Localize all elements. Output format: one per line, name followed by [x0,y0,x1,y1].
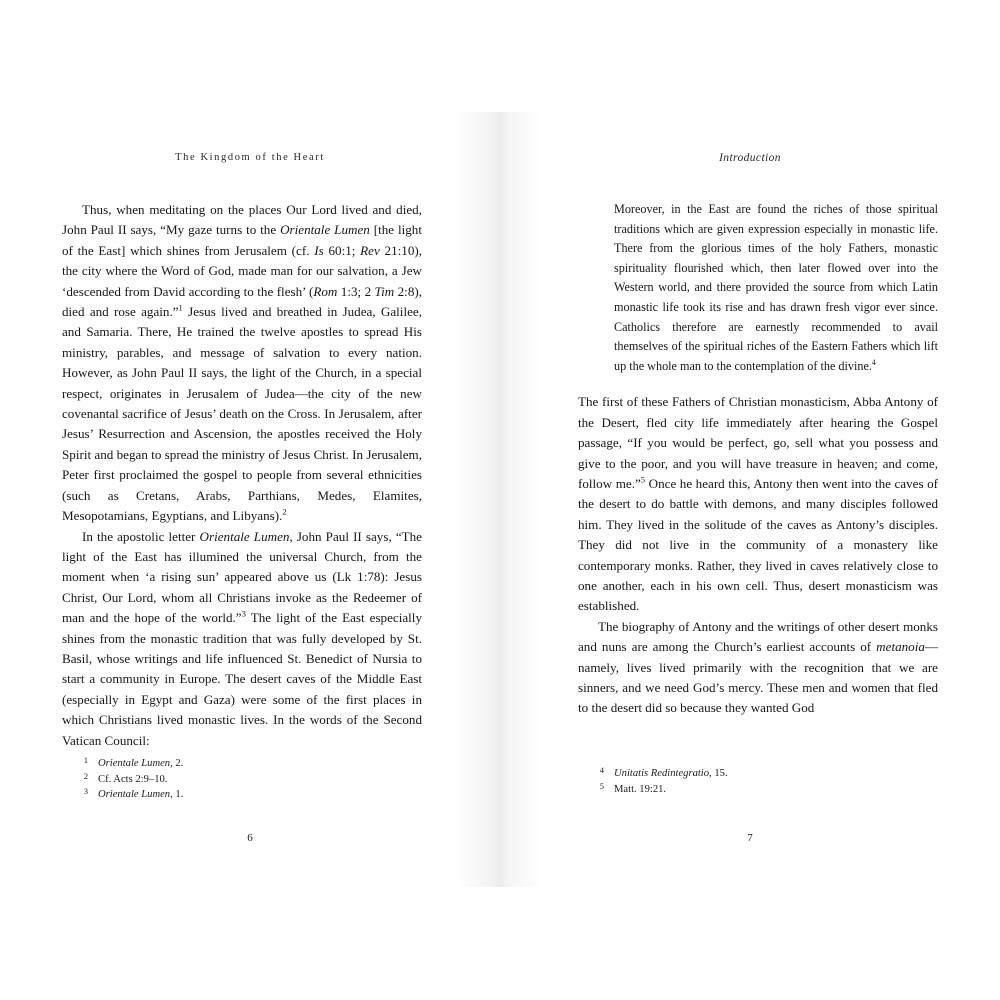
left-footnotes [62,756,422,803]
footnote-text: Orientale Lumen, 2. [98,758,184,769]
footnote-text: Cf. Acts 2:9–10. [98,773,168,785]
right-page-number: 7 [747,832,753,844]
left-page-body [62,200,422,751]
paragraph: The first of these Fathers of Christian monasticism, Abba Antony of the Desert, fled city life immediately after hearing the Gospel passage, “If you would be perfect, go, sell what you possess and give to the poor, and you will have treasure in heaven; and come, follow me.”$^5$ Once he heard this, Antony then went into the caves of the desert to do battle with demons, and many disciples followed him. They lived in the solitude of the caves as Antony’s disciples. They did not live in the community of a monastery like contemporary monks. Rather, they lived in caves relatively close to one another, each in his own cell. Thus, desert monasticism was established. [578,394,938,614]
footnote [62,787,422,803]
footnote-number: 4 [599,765,604,775]
footnote-number: 2 [83,770,88,781]
footnote-number: 3 [83,786,88,797]
footnote [62,756,422,772]
right-page [500,0,1000,1000]
left-running-head: The Kingdom of the Heart [175,152,325,163]
block-quotation [578,200,938,376]
footnote [578,782,938,798]
footnote-text: Orientale Lumen, 1. [98,789,184,801]
right-page-body [578,200,938,719]
left-page-number: 6 [247,832,253,844]
right-footnotes [578,766,938,797]
footnote [578,766,938,782]
quotation-text: Moreover, in the East are found the riches of those spiritual traditions which are given expression especially in monastic life. There from the glorious times of the holy Fathers, monastic spirituality flourished which, then later flowed over into the Western world, and there provided the source from which Latin monastic life took its rise and has drawn fresh vigor ever since. Catholics therefore are earnestly recommended to avail themselves of the spiritual riches of the Eastern Fathers which lift up the whole man to the contemplation of the divine.$^4$ [614,202,938,373]
right-running-head: Introduction [719,152,781,164]
paragraph: The biography of Antony and the writings of other desert monks and nuns are among the Church’s earliest accounts of metanoia—namely, lives lived primarily with the recognition that we are sinners, and we need God’s mercy. These men and women that fled to the desert did so because they wanted God [578,618,938,716]
paragraph: Thus, when meditating on the places Our Lord lived and died, John Paul II says, “My gaze turns to the Orientale Lumen [the light of the East] which shines from Jerusalem (cf. Is 60:1; Rev 21:10), the city where the Word of God, made man for our salvation, a Jew ‘descended from David according to the flesh’ (Rom 1:3; 2 Tim 2:8), died and rose again.”$^1$ Jesus lived and breathed in Judea, Galilee, and Samaria. There, He trained the twelve apostles to spread His ministry, parables, and message of salvation to every nation. However, as John Paul II says, the light of the Church, in a special respect, originates in Jerusalem of Judea—the city of the new covenantal sacrifice of Jesus’ death on the Cross. In Jerusalem, after Jesus’ Resurrection and Ascension, the apostles received the Holy Spirit and began to spread the ministry of Jesus Christ. In Jerusalem, Peter first proclaimed the gospel to people from several ethnicities (such as Cretans, Arabs, Parthians, Medes, Elamites, Mesopotamians, Egyptians, and Libyans).$^2$ [62,202,423,524]
footnote-text: Matt. 19:21. [614,783,667,795]
footnote-number: 5 [599,780,604,791]
footnote-number: 1 [83,755,88,765]
footnote-text: Unitatis Redintegratio, 15. [614,768,728,779]
footnote [62,772,422,788]
paragraph: In the apostolic letter Orientale Lumen, John Paul II says, “The light of the East has illumined the universal Church, from the moment when ‘a rising sun’ appeared above us (Lk 1:78): Jesus Christ, Our Lord, whom all Christians invoke as the Redeemer of man and the hope of the world.”$^3$ The light of the East especially shines from the monastic tradition that was fully developed by St. Basil, whose writings and life influenced St. Benedict of Nursia to start a community in Europe. The desert caves of the Middle East (especially in Egypt and Gaza) were some of the first places in which Christians lived monastic lives. In the words of the Second Vatican Council: [62,528,422,748]
